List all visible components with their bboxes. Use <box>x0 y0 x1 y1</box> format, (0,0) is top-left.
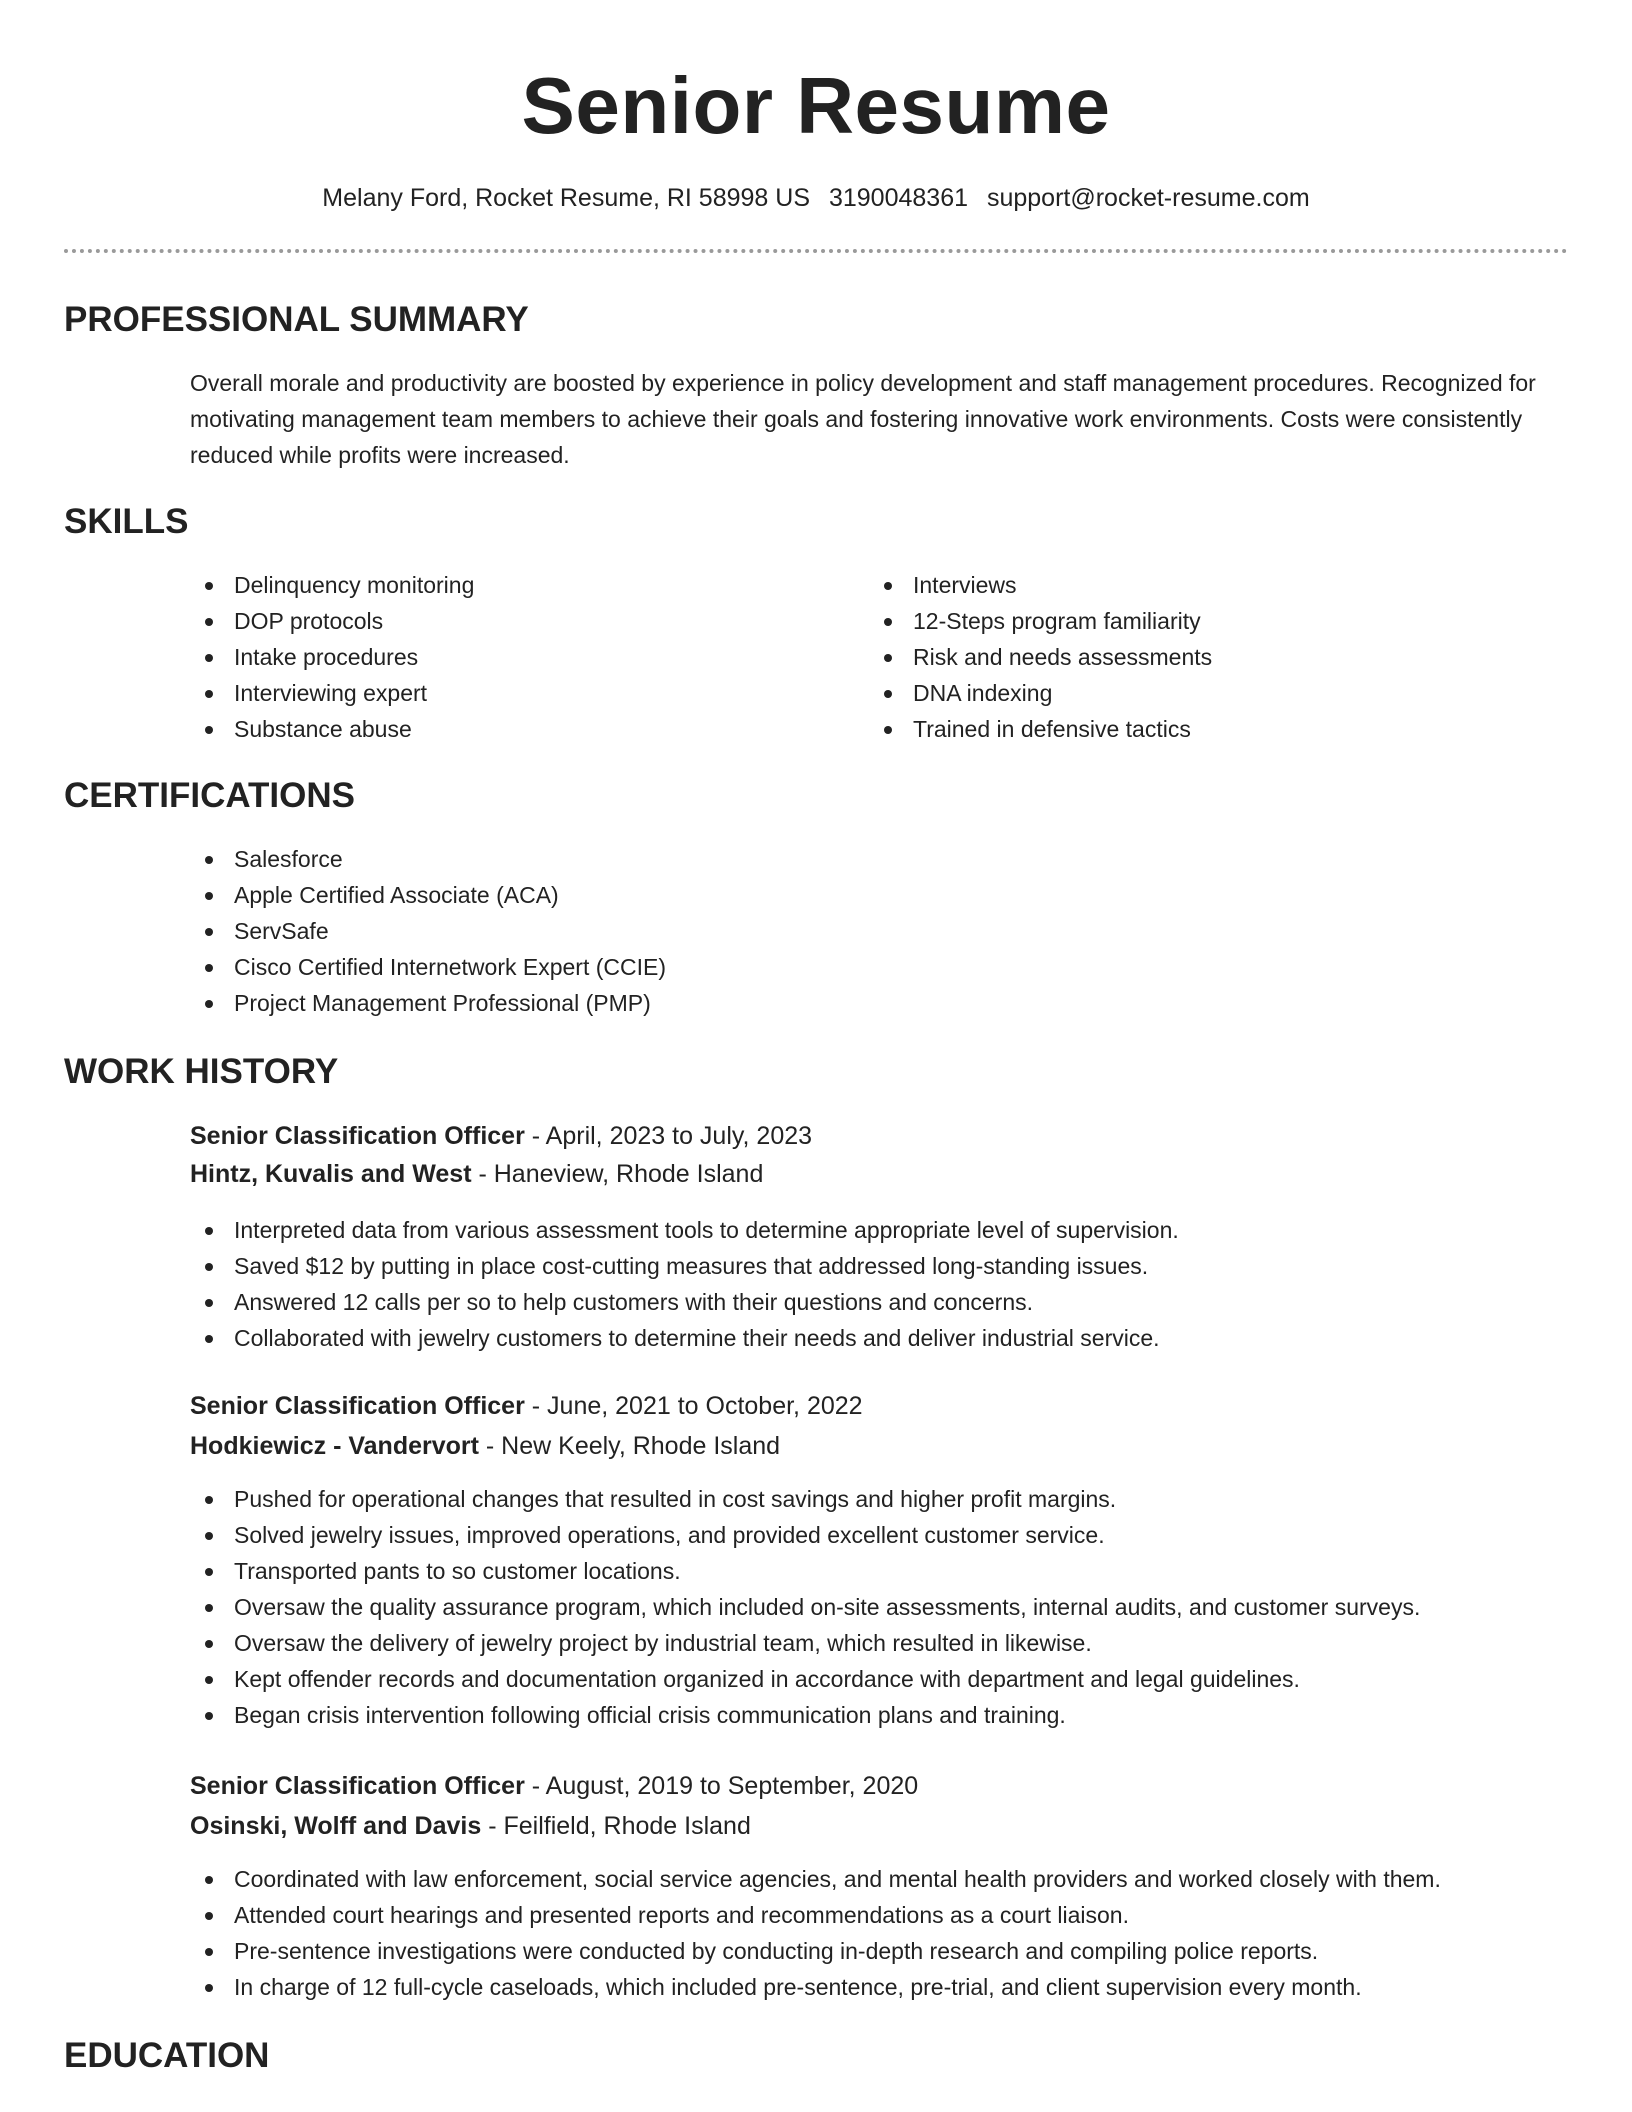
job-title: Senior Classification Officer <box>190 1392 525 1420</box>
list-item: Oversaw the delivery of jewelry project by industrial team, which resulted in likewise. <box>190 1625 1420 1661</box>
list-item: Delinquency monitoring <box>190 567 474 603</box>
job-bullets <box>190 1481 1420 1733</box>
list-item: Pushed for operational changes that resulted in cost savings and higher profit margins. <box>190 1481 1420 1517</box>
job-title-line <box>190 1388 863 1424</box>
list-item: Answered 12 calls per so to help customers with their questions and concerns. <box>190 1284 1179 1320</box>
contact-phone: 3190048361 <box>828 184 969 212</box>
list-item: Transported pants to so customer locations. <box>190 1553 1420 1589</box>
work-history-heading: WORK HISTORY <box>64 1052 339 1091</box>
list-item: Interpreted data from various assessment tools to determine appropriate level of supervision. <box>190 1212 1179 1248</box>
list-item: Salesforce <box>190 841 666 877</box>
job-company: Osinski, Wolff and Davis <box>190 1812 482 1840</box>
list-item: Trained in defensive tactics <box>869 711 1212 747</box>
list-item: Coordinated with law enforcement, social service agencies, and mental health providers and worked closely with them. <box>190 1861 1441 1897</box>
list-item: Oversaw the quality assurance program, which included on-site assessments, internal audits, and customer surveys. <box>190 1589 1420 1625</box>
job-company-line <box>190 1428 780 1464</box>
job-location: - Feilfield, Rhode Island <box>481 1812 751 1840</box>
list-item: Collaborated with jewelry customers to determine their needs and deliver industrial service. <box>190 1320 1179 1356</box>
list-item: Intake procedures <box>190 639 474 675</box>
job-title-line <box>190 1118 812 1154</box>
list-item: ServSafe <box>190 913 666 949</box>
certifications-list <box>190 841 666 1021</box>
list-item: DOP protocols <box>190 603 474 639</box>
job-title-line <box>190 1768 918 1804</box>
resume-title: Senior Resume <box>521 61 1111 150</box>
skills-list-left <box>190 567 474 747</box>
list-item: Substance abuse <box>190 711 474 747</box>
job-title: Senior Classification Officer <box>190 1122 525 1150</box>
contact-email: support@rocket-resume.com <box>986 184 1310 212</box>
job-company: Hintz, Kuvalis and West <box>190 1160 472 1188</box>
summary-heading: PROFESSIONAL SUMMARY <box>64 300 529 339</box>
list-item: DNA indexing <box>869 675 1212 711</box>
skills-list-right <box>869 567 1212 747</box>
job-company-line <box>190 1808 751 1844</box>
list-item: Interviewing expert <box>190 675 474 711</box>
job-dates: - August, 2019 to September, 2020 <box>524 1772 919 1800</box>
list-item: Risk and needs assessments <box>869 639 1212 675</box>
job-location: - Haneview, Rhode Island <box>471 1160 764 1188</box>
list-item: 12-Steps program familiarity <box>869 603 1212 639</box>
list-item: Interviews <box>869 567 1212 603</box>
job-title: Senior Classification Officer <box>190 1772 525 1800</box>
list-item: Kept offender records and documentation organized in accordance with department and legal guidelines. <box>190 1661 1420 1697</box>
job-location: - New Keely, Rhode Island <box>478 1432 781 1460</box>
summary-text: Overall morale and productivity are boosted by experience in policy development and staff management procedures. Recognized for motivating management team members to achieve their goals and fostering innovative work environments. Costs were consistently reduced while profits were increased. <box>190 370 1536 468</box>
list-item: Pre-sentence investigations were conducted by conducting in-depth research and compiling police reports. <box>190 1933 1441 1969</box>
list-item: Began crisis intervention following official crisis communication plans and training. <box>190 1697 1420 1733</box>
job-company: Hodkiewicz - Vandervort <box>190 1432 479 1460</box>
skills-heading: SKILLS <box>64 502 189 541</box>
job-company-line <box>190 1156 763 1192</box>
job-bullets <box>190 1212 1179 1356</box>
contact-line <box>0 180 1632 216</box>
list-item: Solved jewelry issues, improved operations, and provided excellent customer service. <box>190 1517 1420 1553</box>
list-item: Saved $12 by putting in place cost-cutting measures that addressed long-standing issues. <box>190 1248 1179 1284</box>
certifications-heading: CERTIFICATIONS <box>64 776 356 815</box>
job-bullets <box>190 1861 1441 2005</box>
list-item: Project Management Professional (PMP) <box>190 985 666 1021</box>
list-item: In charge of 12 full-cycle caseloads, which included pre-sentence, pre-trial, and client supervision every month. <box>190 1969 1441 2005</box>
contact-address: Melany Ford, Rocket Resume, RI 58998 US <box>322 184 811 212</box>
list-item: Cisco Certified Internetwork Expert (CCIE) <box>190 949 666 985</box>
list-item: Apple Certified Associate (ACA) <box>190 877 666 913</box>
job-dates: - April, 2023 to July, 2023 <box>524 1122 813 1150</box>
list-item: Attended court hearings and presented reports and recommendations as a court liaison. <box>190 1897 1441 1933</box>
header-divider <box>64 249 1568 253</box>
job-dates: - June, 2021 to October, 2022 <box>524 1392 863 1420</box>
education-heading: EDUCATION <box>64 2036 270 2075</box>
